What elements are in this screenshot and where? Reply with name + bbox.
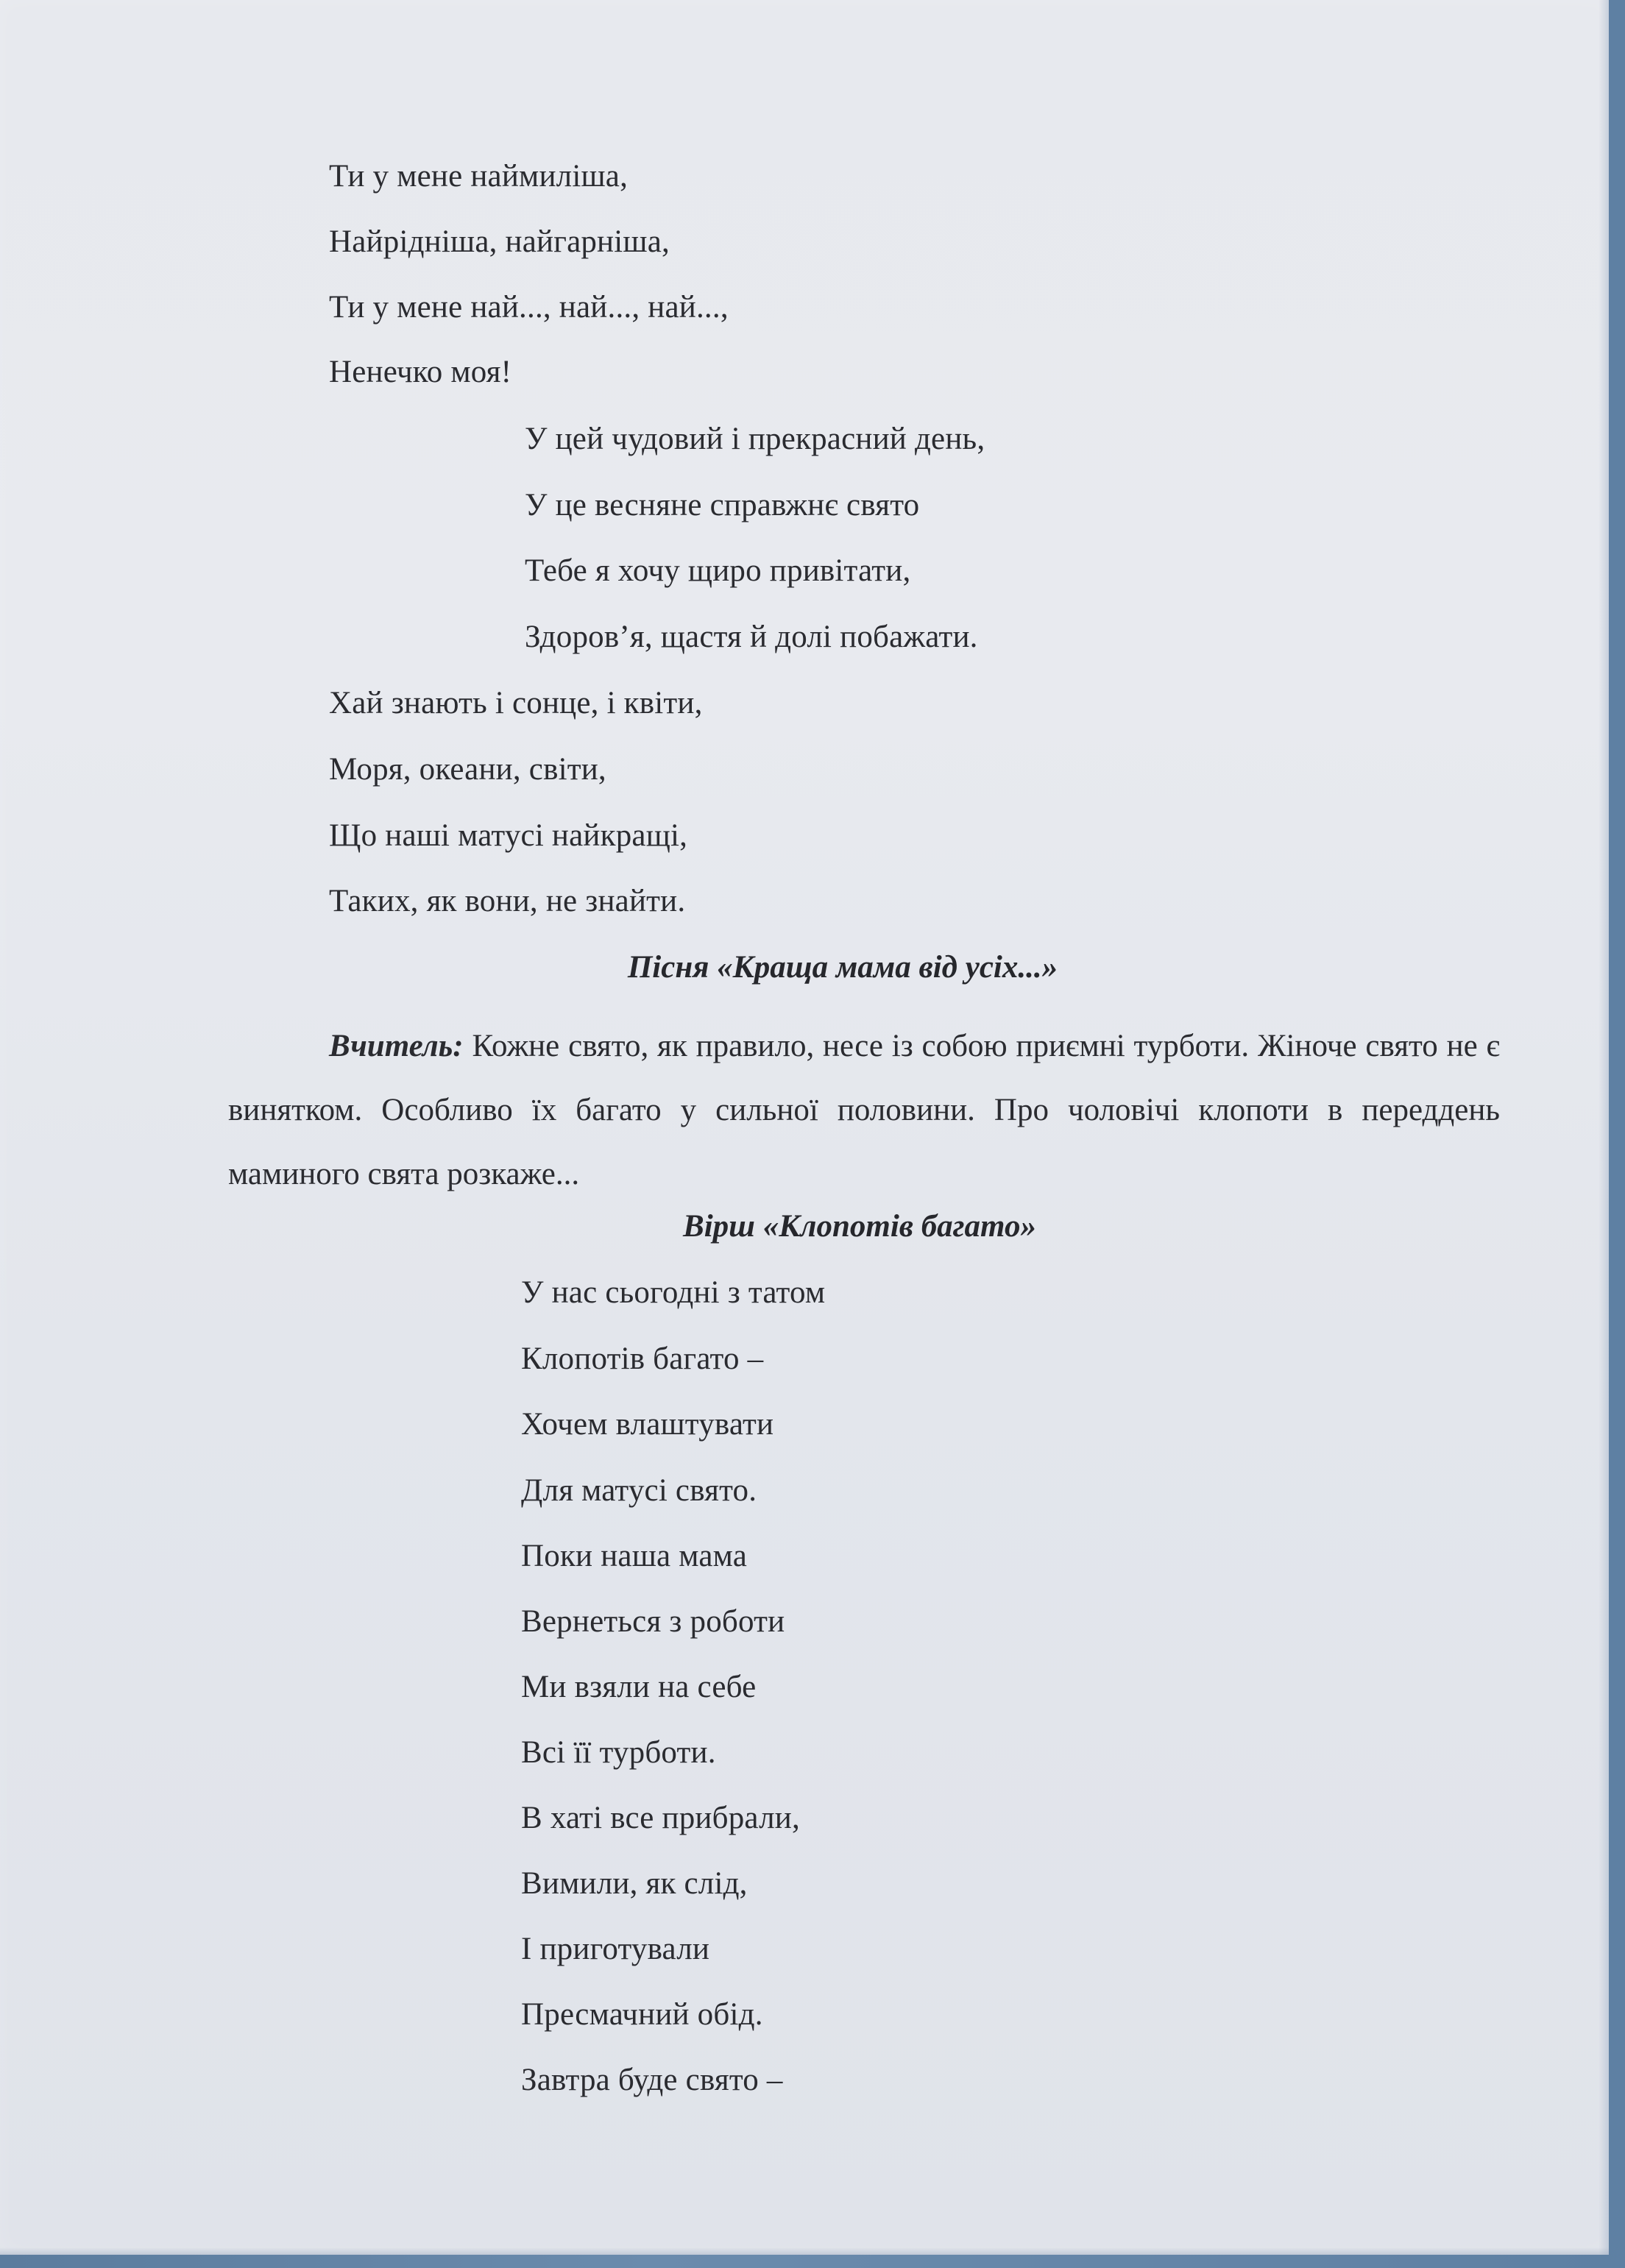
poem-line-9: В хаті все прибрали, bbox=[521, 1801, 800, 1835]
stanza2-line-2: У це весняне справжнє свято bbox=[525, 488, 920, 522]
stanza2-line-3: Тебе я хочу щиро привітати, bbox=[525, 553, 911, 588]
stanza1-line-2: Найрідніша, найгарніша, bbox=[329, 224, 670, 259]
paper-right-edge bbox=[1599, 0, 1609, 2255]
poem-line-10: Вимили, як слід, bbox=[521, 1866, 748, 1901]
stanza2-line-4: Здоров’я, щастя й долі побажати. bbox=[525, 620, 978, 654]
stanza1-line-4: Ненечко моя! bbox=[329, 355, 512, 389]
teacher-text: Кожне свято, як правило, несе із собою приємні турботи. Жіноче свято не є винятком. Особливо їх багато у сильної половини. Про чоловічі клопоти в переддень маминого свята розкаже... bbox=[228, 1029, 1500, 1191]
stanza3-line-3: Що наші матусі найкращі, bbox=[329, 818, 688, 853]
stanza2-line-1: У цей чудовий і прекрасний день, bbox=[525, 422, 985, 456]
poem-heading: Вірш «Клопотів багато» bbox=[683, 1209, 1036, 1244]
paper-bottom-edge bbox=[0, 2247, 1609, 2255]
poem-line-5: Поки наша мама bbox=[521, 1539, 748, 1573]
poem-line-8: Всі її турботи. bbox=[521, 1735, 716, 1770]
poem-line-1: У нас сьогодні з татом bbox=[521, 1275, 826, 1310]
poem-line-2: Клопотів багато – bbox=[521, 1342, 764, 1376]
stanza1-line-1: Ти у мене наймиліша, bbox=[329, 159, 629, 194]
stanza3-line-1: Хай знають і сонце, і квіти, bbox=[329, 686, 703, 720]
teacher-paragraph bbox=[228, 1014, 1500, 1206]
poem-line-6: Вернеться з роботи bbox=[521, 1604, 785, 1639]
teacher-speaker-label: Вчитель: bbox=[329, 1029, 464, 1063]
poem-line-12: Пресмачний обід. bbox=[521, 1997, 763, 2032]
stanza1-line-3: Ти у мене най..., най..., най..., bbox=[329, 290, 729, 325]
stanza3-line-2: Моря, океани, світи, bbox=[329, 752, 606, 787]
stanza3-line-4: Таких, як вони, не знайти. bbox=[329, 884, 686, 918]
poem-line-7: Ми взяли на себе bbox=[521, 1670, 757, 1704]
song-heading: Пісня «Краща мама від усіх...» bbox=[627, 950, 1058, 985]
poem-line-11: І приготували bbox=[521, 1932, 710, 1966]
poem-line-13: Завтра буде свято – bbox=[521, 2063, 783, 2097]
poem-line-4: Для матусі свято. bbox=[521, 1473, 757, 1508]
poem-line-3: Хочем влаштувати bbox=[521, 1407, 774, 1442]
